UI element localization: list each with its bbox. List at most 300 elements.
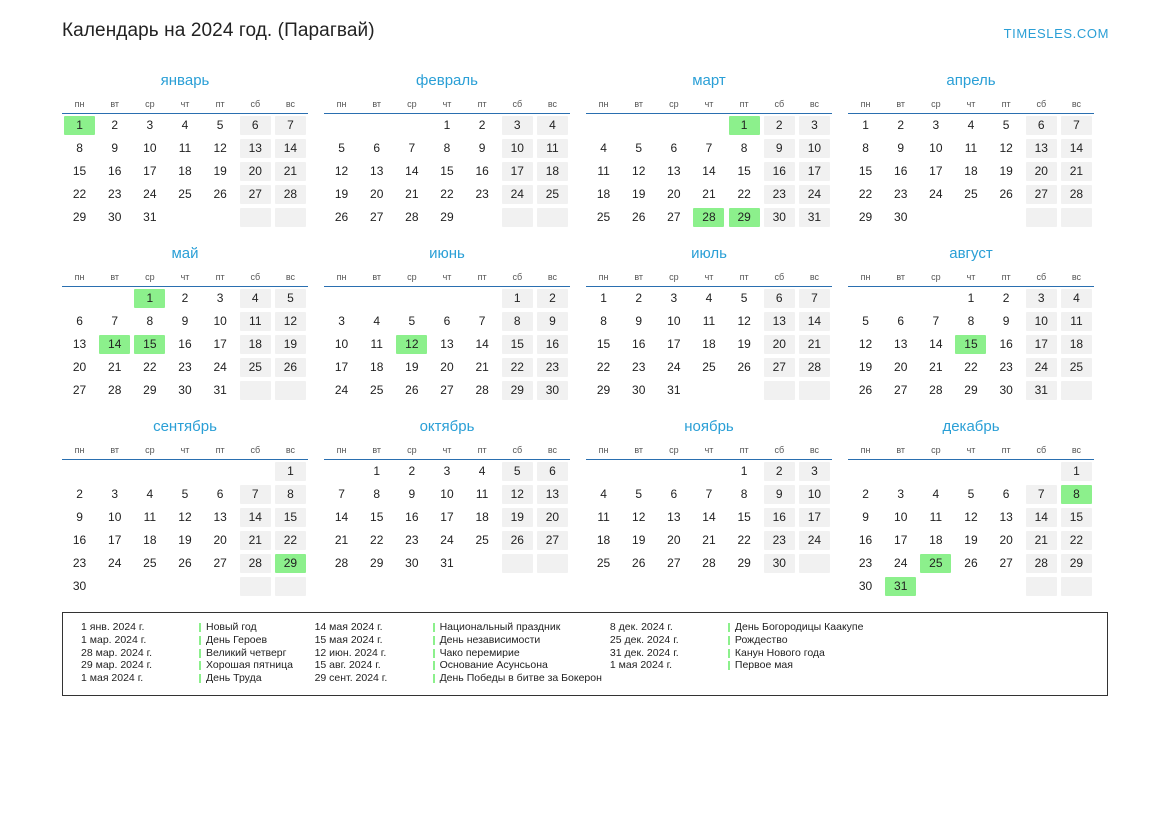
day-cell[interactable] — [1059, 114, 1094, 138]
day-cell[interactable] — [359, 379, 394, 402]
day-cell[interactable] — [953, 483, 988, 506]
day-cell[interactable] — [324, 183, 359, 206]
day-cell[interactable] — [62, 483, 97, 506]
day-cell[interactable] — [203, 160, 238, 183]
day-cell[interactable] — [62, 160, 97, 183]
day-cell[interactable] — [953, 287, 988, 311]
day-cell[interactable] — [132, 206, 167, 229]
day-cell[interactable] — [203, 310, 238, 333]
day-cell[interactable] — [797, 137, 832, 160]
day-cell[interactable] — [621, 183, 656, 206]
day-cell[interactable] — [394, 379, 429, 402]
day-cell[interactable] — [691, 506, 726, 529]
day-cell[interactable] — [203, 183, 238, 206]
day-cell[interactable] — [989, 379, 1024, 402]
day-cell[interactable] — [429, 310, 464, 333]
day-cell[interactable] — [1024, 114, 1059, 138]
day-cell[interactable] — [500, 506, 535, 529]
day-cell[interactable] — [727, 183, 762, 206]
day-cell[interactable] — [797, 460, 832, 484]
day-cell[interactable] — [989, 310, 1024, 333]
day-cell[interactable] — [62, 356, 97, 379]
day-cell[interactable] — [97, 310, 132, 333]
day-cell[interactable] — [132, 506, 167, 529]
day-cell[interactable] — [848, 206, 883, 229]
day-cell[interactable] — [535, 137, 570, 160]
day-cell[interactable] — [1024, 287, 1059, 311]
day-cell[interactable] — [394, 529, 429, 552]
day-cell[interactable] — [273, 114, 308, 138]
day-cell[interactable] — [535, 310, 570, 333]
day-cell[interactable] — [238, 483, 273, 506]
day-cell[interactable] — [848, 356, 883, 379]
day-cell[interactable] — [167, 379, 202, 402]
day-cell[interactable] — [203, 552, 238, 575]
day-cell[interactable] — [324, 552, 359, 575]
holiday-day-cell[interactable] — [727, 114, 762, 138]
day-cell[interactable] — [132, 310, 167, 333]
day-cell[interactable] — [1059, 552, 1094, 575]
day-cell[interactable] — [918, 483, 953, 506]
day-cell[interactable] — [324, 483, 359, 506]
day-cell[interactable] — [918, 114, 953, 138]
day-cell[interactable] — [359, 483, 394, 506]
day-cell[interactable] — [273, 160, 308, 183]
day-cell[interactable] — [918, 529, 953, 552]
day-cell[interactable] — [762, 287, 797, 311]
day-cell[interactable] — [762, 356, 797, 379]
day-cell[interactable] — [535, 529, 570, 552]
day-cell[interactable] — [167, 310, 202, 333]
day-cell[interactable] — [465, 483, 500, 506]
day-cell[interactable] — [727, 137, 762, 160]
day-cell[interactable] — [429, 206, 464, 229]
holiday-day-cell[interactable] — [62, 114, 97, 138]
day-cell[interactable] — [500, 333, 535, 356]
day-cell[interactable] — [797, 114, 832, 138]
day-cell[interactable] — [500, 460, 535, 484]
day-cell[interactable] — [621, 310, 656, 333]
day-cell[interactable] — [429, 333, 464, 356]
day-cell[interactable] — [132, 483, 167, 506]
day-cell[interactable] — [167, 333, 202, 356]
day-cell[interactable] — [167, 287, 202, 311]
day-cell[interactable] — [848, 137, 883, 160]
day-cell[interactable] — [762, 506, 797, 529]
day-cell[interactable] — [273, 333, 308, 356]
day-cell[interactable] — [848, 506, 883, 529]
day-cell[interactable] — [883, 137, 918, 160]
day-cell[interactable] — [691, 356, 726, 379]
day-cell[interactable] — [394, 310, 429, 333]
day-cell[interactable] — [989, 356, 1024, 379]
day-cell[interactable] — [500, 160, 535, 183]
day-cell[interactable] — [167, 183, 202, 206]
day-cell[interactable] — [883, 552, 918, 575]
day-cell[interactable] — [62, 552, 97, 575]
day-cell[interactable] — [500, 137, 535, 160]
day-cell[interactable] — [203, 506, 238, 529]
day-cell[interactable] — [535, 483, 570, 506]
day-cell[interactable] — [429, 160, 464, 183]
day-cell[interactable] — [203, 379, 238, 402]
day-cell[interactable] — [918, 506, 953, 529]
day-cell[interactable] — [989, 552, 1024, 575]
day-cell[interactable] — [62, 206, 97, 229]
day-cell[interactable] — [621, 356, 656, 379]
day-cell[interactable] — [429, 137, 464, 160]
day-cell[interactable] — [989, 114, 1024, 138]
day-cell[interactable] — [691, 183, 726, 206]
day-cell[interactable] — [429, 356, 464, 379]
day-cell[interactable] — [273, 483, 308, 506]
day-cell[interactable] — [1059, 287, 1094, 311]
day-cell[interactable] — [621, 506, 656, 529]
day-cell[interactable] — [394, 552, 429, 575]
day-cell[interactable] — [727, 529, 762, 552]
day-cell[interactable] — [656, 379, 691, 402]
day-cell[interactable] — [62, 506, 97, 529]
day-cell[interactable] — [132, 160, 167, 183]
day-cell[interactable] — [97, 552, 132, 575]
day-cell[interactable] — [97, 206, 132, 229]
day-cell[interactable] — [918, 356, 953, 379]
holiday-day-cell[interactable] — [97, 333, 132, 356]
day-cell[interactable] — [500, 310, 535, 333]
day-cell[interactable] — [883, 356, 918, 379]
day-cell[interactable] — [727, 552, 762, 575]
day-cell[interactable] — [656, 552, 691, 575]
day-cell[interactable] — [97, 160, 132, 183]
day-cell[interactable] — [429, 506, 464, 529]
day-cell[interactable] — [238, 506, 273, 529]
day-cell[interactable] — [797, 506, 832, 529]
holiday-day-cell[interactable] — [1059, 483, 1094, 506]
day-cell[interactable] — [167, 483, 202, 506]
day-cell[interactable] — [848, 333, 883, 356]
day-cell[interactable] — [167, 506, 202, 529]
day-cell[interactable] — [238, 137, 273, 160]
day-cell[interactable] — [97, 506, 132, 529]
day-cell[interactable] — [62, 575, 97, 598]
day-cell[interactable] — [1059, 137, 1094, 160]
day-cell[interactable] — [797, 183, 832, 206]
day-cell[interactable] — [586, 287, 621, 311]
day-cell[interactable] — [918, 160, 953, 183]
day-cell[interactable] — [465, 506, 500, 529]
day-cell[interactable] — [727, 160, 762, 183]
day-cell[interactable] — [989, 483, 1024, 506]
day-cell[interactable] — [97, 356, 132, 379]
day-cell[interactable] — [848, 310, 883, 333]
day-cell[interactable] — [167, 114, 202, 138]
day-cell[interactable] — [691, 552, 726, 575]
day-cell[interactable] — [989, 183, 1024, 206]
day-cell[interactable] — [953, 183, 988, 206]
day-cell[interactable] — [359, 310, 394, 333]
day-cell[interactable] — [621, 137, 656, 160]
day-cell[interactable] — [848, 529, 883, 552]
day-cell[interactable] — [535, 356, 570, 379]
day-cell[interactable] — [394, 506, 429, 529]
day-cell[interactable] — [691, 483, 726, 506]
day-cell[interactable] — [989, 160, 1024, 183]
day-cell[interactable] — [1024, 356, 1059, 379]
day-cell[interactable] — [656, 206, 691, 229]
day-cell[interactable] — [656, 287, 691, 311]
day-cell[interactable] — [586, 506, 621, 529]
day-cell[interactable] — [429, 483, 464, 506]
day-cell[interactable] — [500, 183, 535, 206]
day-cell[interactable] — [273, 460, 308, 484]
day-cell[interactable] — [429, 379, 464, 402]
holiday-day-cell[interactable] — [691, 206, 726, 229]
day-cell[interactable] — [500, 529, 535, 552]
day-cell[interactable] — [918, 137, 953, 160]
day-cell[interactable] — [203, 287, 238, 311]
day-cell[interactable] — [656, 356, 691, 379]
day-cell[interactable] — [324, 379, 359, 402]
day-cell[interactable] — [359, 333, 394, 356]
day-cell[interactable] — [359, 529, 394, 552]
day-cell[interactable] — [586, 310, 621, 333]
day-cell[interactable] — [797, 483, 832, 506]
day-cell[interactable] — [203, 333, 238, 356]
day-cell[interactable] — [500, 356, 535, 379]
day-cell[interactable] — [359, 160, 394, 183]
day-cell[interactable] — [883, 183, 918, 206]
day-cell[interactable] — [953, 506, 988, 529]
day-cell[interactable] — [586, 137, 621, 160]
day-cell[interactable] — [621, 379, 656, 402]
day-cell[interactable] — [1024, 506, 1059, 529]
day-cell[interactable] — [465, 333, 500, 356]
day-cell[interactable] — [238, 333, 273, 356]
day-cell[interactable] — [762, 114, 797, 138]
day-cell[interactable] — [762, 552, 797, 575]
day-cell[interactable] — [883, 333, 918, 356]
day-cell[interactable] — [762, 310, 797, 333]
day-cell[interactable] — [727, 506, 762, 529]
day-cell[interactable] — [656, 333, 691, 356]
day-cell[interactable] — [429, 183, 464, 206]
day-cell[interactable] — [238, 552, 273, 575]
day-cell[interactable] — [273, 287, 308, 311]
day-cell[interactable] — [132, 379, 167, 402]
day-cell[interactable] — [465, 114, 500, 138]
day-cell[interactable] — [62, 183, 97, 206]
day-cell[interactable] — [535, 183, 570, 206]
day-cell[interactable] — [97, 483, 132, 506]
day-cell[interactable] — [762, 183, 797, 206]
day-cell[interactable] — [238, 287, 273, 311]
day-cell[interactable] — [500, 379, 535, 402]
holiday-day-cell[interactable] — [132, 333, 167, 356]
day-cell[interactable] — [203, 137, 238, 160]
day-cell[interactable] — [586, 333, 621, 356]
day-cell[interactable] — [167, 552, 202, 575]
day-cell[interactable] — [848, 183, 883, 206]
day-cell[interactable] — [621, 552, 656, 575]
day-cell[interactable] — [535, 460, 570, 484]
day-cell[interactable] — [1024, 160, 1059, 183]
day-cell[interactable] — [1024, 529, 1059, 552]
day-cell[interactable] — [394, 206, 429, 229]
day-cell[interactable] — [1059, 460, 1094, 484]
day-cell[interactable] — [848, 114, 883, 138]
day-cell[interactable] — [1024, 183, 1059, 206]
day-cell[interactable] — [1024, 310, 1059, 333]
day-cell[interactable] — [1024, 137, 1059, 160]
day-cell[interactable] — [883, 160, 918, 183]
day-cell[interactable] — [691, 137, 726, 160]
day-cell[interactable] — [167, 356, 202, 379]
day-cell[interactable] — [97, 137, 132, 160]
day-cell[interactable] — [918, 379, 953, 402]
day-cell[interactable] — [656, 506, 691, 529]
day-cell[interactable] — [97, 183, 132, 206]
day-cell[interactable] — [394, 483, 429, 506]
day-cell[interactable] — [465, 310, 500, 333]
day-cell[interactable] — [883, 529, 918, 552]
day-cell[interactable] — [586, 183, 621, 206]
day-cell[interactable] — [273, 310, 308, 333]
day-cell[interactable] — [1059, 506, 1094, 529]
day-cell[interactable] — [97, 114, 132, 138]
day-cell[interactable] — [132, 356, 167, 379]
day-cell[interactable] — [238, 160, 273, 183]
day-cell[interactable] — [238, 183, 273, 206]
day-cell[interactable] — [132, 529, 167, 552]
day-cell[interactable] — [1059, 310, 1094, 333]
day-cell[interactable] — [586, 356, 621, 379]
day-cell[interactable] — [535, 379, 570, 402]
day-cell[interactable] — [621, 483, 656, 506]
day-cell[interactable] — [953, 310, 988, 333]
day-cell[interactable] — [918, 310, 953, 333]
day-cell[interactable] — [62, 333, 97, 356]
day-cell[interactable] — [238, 310, 273, 333]
day-cell[interactable] — [883, 483, 918, 506]
day-cell[interactable] — [132, 183, 167, 206]
holiday-day-cell[interactable] — [273, 552, 308, 575]
day-cell[interactable] — [656, 160, 691, 183]
holiday-day-cell[interactable] — [883, 575, 918, 598]
day-cell[interactable] — [359, 137, 394, 160]
day-cell[interactable] — [62, 529, 97, 552]
day-cell[interactable] — [762, 333, 797, 356]
day-cell[interactable] — [535, 333, 570, 356]
day-cell[interactable] — [465, 137, 500, 160]
day-cell[interactable] — [359, 552, 394, 575]
day-cell[interactable] — [394, 356, 429, 379]
day-cell[interactable] — [586, 483, 621, 506]
day-cell[interactable] — [727, 333, 762, 356]
day-cell[interactable] — [167, 529, 202, 552]
day-cell[interactable] — [883, 506, 918, 529]
day-cell[interactable] — [621, 333, 656, 356]
day-cell[interactable] — [727, 483, 762, 506]
day-cell[interactable] — [883, 379, 918, 402]
day-cell[interactable] — [883, 310, 918, 333]
day-cell[interactable] — [797, 333, 832, 356]
day-cell[interactable] — [535, 287, 570, 311]
day-cell[interactable] — [394, 137, 429, 160]
day-cell[interactable] — [273, 506, 308, 529]
day-cell[interactable] — [359, 506, 394, 529]
day-cell[interactable] — [691, 310, 726, 333]
day-cell[interactable] — [883, 114, 918, 138]
day-cell[interactable] — [97, 379, 132, 402]
day-cell[interactable] — [238, 356, 273, 379]
day-cell[interactable] — [586, 206, 621, 229]
day-cell[interactable] — [359, 183, 394, 206]
day-cell[interactable] — [394, 460, 429, 484]
day-cell[interactable] — [1059, 529, 1094, 552]
day-cell[interactable] — [500, 483, 535, 506]
day-cell[interactable] — [848, 160, 883, 183]
day-cell[interactable] — [273, 137, 308, 160]
day-cell[interactable] — [324, 310, 359, 333]
day-cell[interactable] — [238, 529, 273, 552]
day-cell[interactable] — [953, 137, 988, 160]
day-cell[interactable] — [359, 356, 394, 379]
day-cell[interactable] — [691, 333, 726, 356]
day-cell[interactable] — [132, 552, 167, 575]
day-cell[interactable] — [203, 529, 238, 552]
day-cell[interactable] — [691, 160, 726, 183]
day-cell[interactable] — [1059, 160, 1094, 183]
day-cell[interactable] — [762, 160, 797, 183]
day-cell[interactable] — [324, 356, 359, 379]
day-cell[interactable] — [500, 287, 535, 311]
day-cell[interactable] — [797, 310, 832, 333]
day-cell[interactable] — [953, 529, 988, 552]
day-cell[interactable] — [203, 114, 238, 138]
day-cell[interactable] — [848, 575, 883, 598]
day-cell[interactable] — [238, 114, 273, 138]
day-cell[interactable] — [273, 529, 308, 552]
day-cell[interactable] — [324, 506, 359, 529]
day-cell[interactable] — [797, 356, 832, 379]
day-cell[interactable] — [656, 483, 691, 506]
day-cell[interactable] — [465, 460, 500, 484]
day-cell[interactable] — [535, 160, 570, 183]
day-cell[interactable] — [762, 529, 797, 552]
day-cell[interactable] — [762, 206, 797, 229]
day-cell[interactable] — [691, 529, 726, 552]
day-cell[interactable] — [848, 552, 883, 575]
day-cell[interactable] — [656, 529, 691, 552]
day-cell[interactable] — [727, 356, 762, 379]
day-cell[interactable] — [691, 287, 726, 311]
day-cell[interactable] — [359, 460, 394, 484]
day-cell[interactable] — [324, 529, 359, 552]
day-cell[interactable] — [359, 206, 394, 229]
day-cell[interactable] — [918, 183, 953, 206]
day-cell[interactable] — [132, 137, 167, 160]
day-cell[interactable] — [848, 379, 883, 402]
day-cell[interactable] — [465, 379, 500, 402]
day-cell[interactable] — [656, 137, 691, 160]
day-cell[interactable] — [465, 356, 500, 379]
holiday-day-cell[interactable] — [727, 206, 762, 229]
day-cell[interactable] — [273, 356, 308, 379]
day-cell[interactable] — [500, 114, 535, 138]
day-cell[interactable] — [535, 114, 570, 138]
day-cell[interactable] — [324, 206, 359, 229]
day-cell[interactable] — [989, 333, 1024, 356]
